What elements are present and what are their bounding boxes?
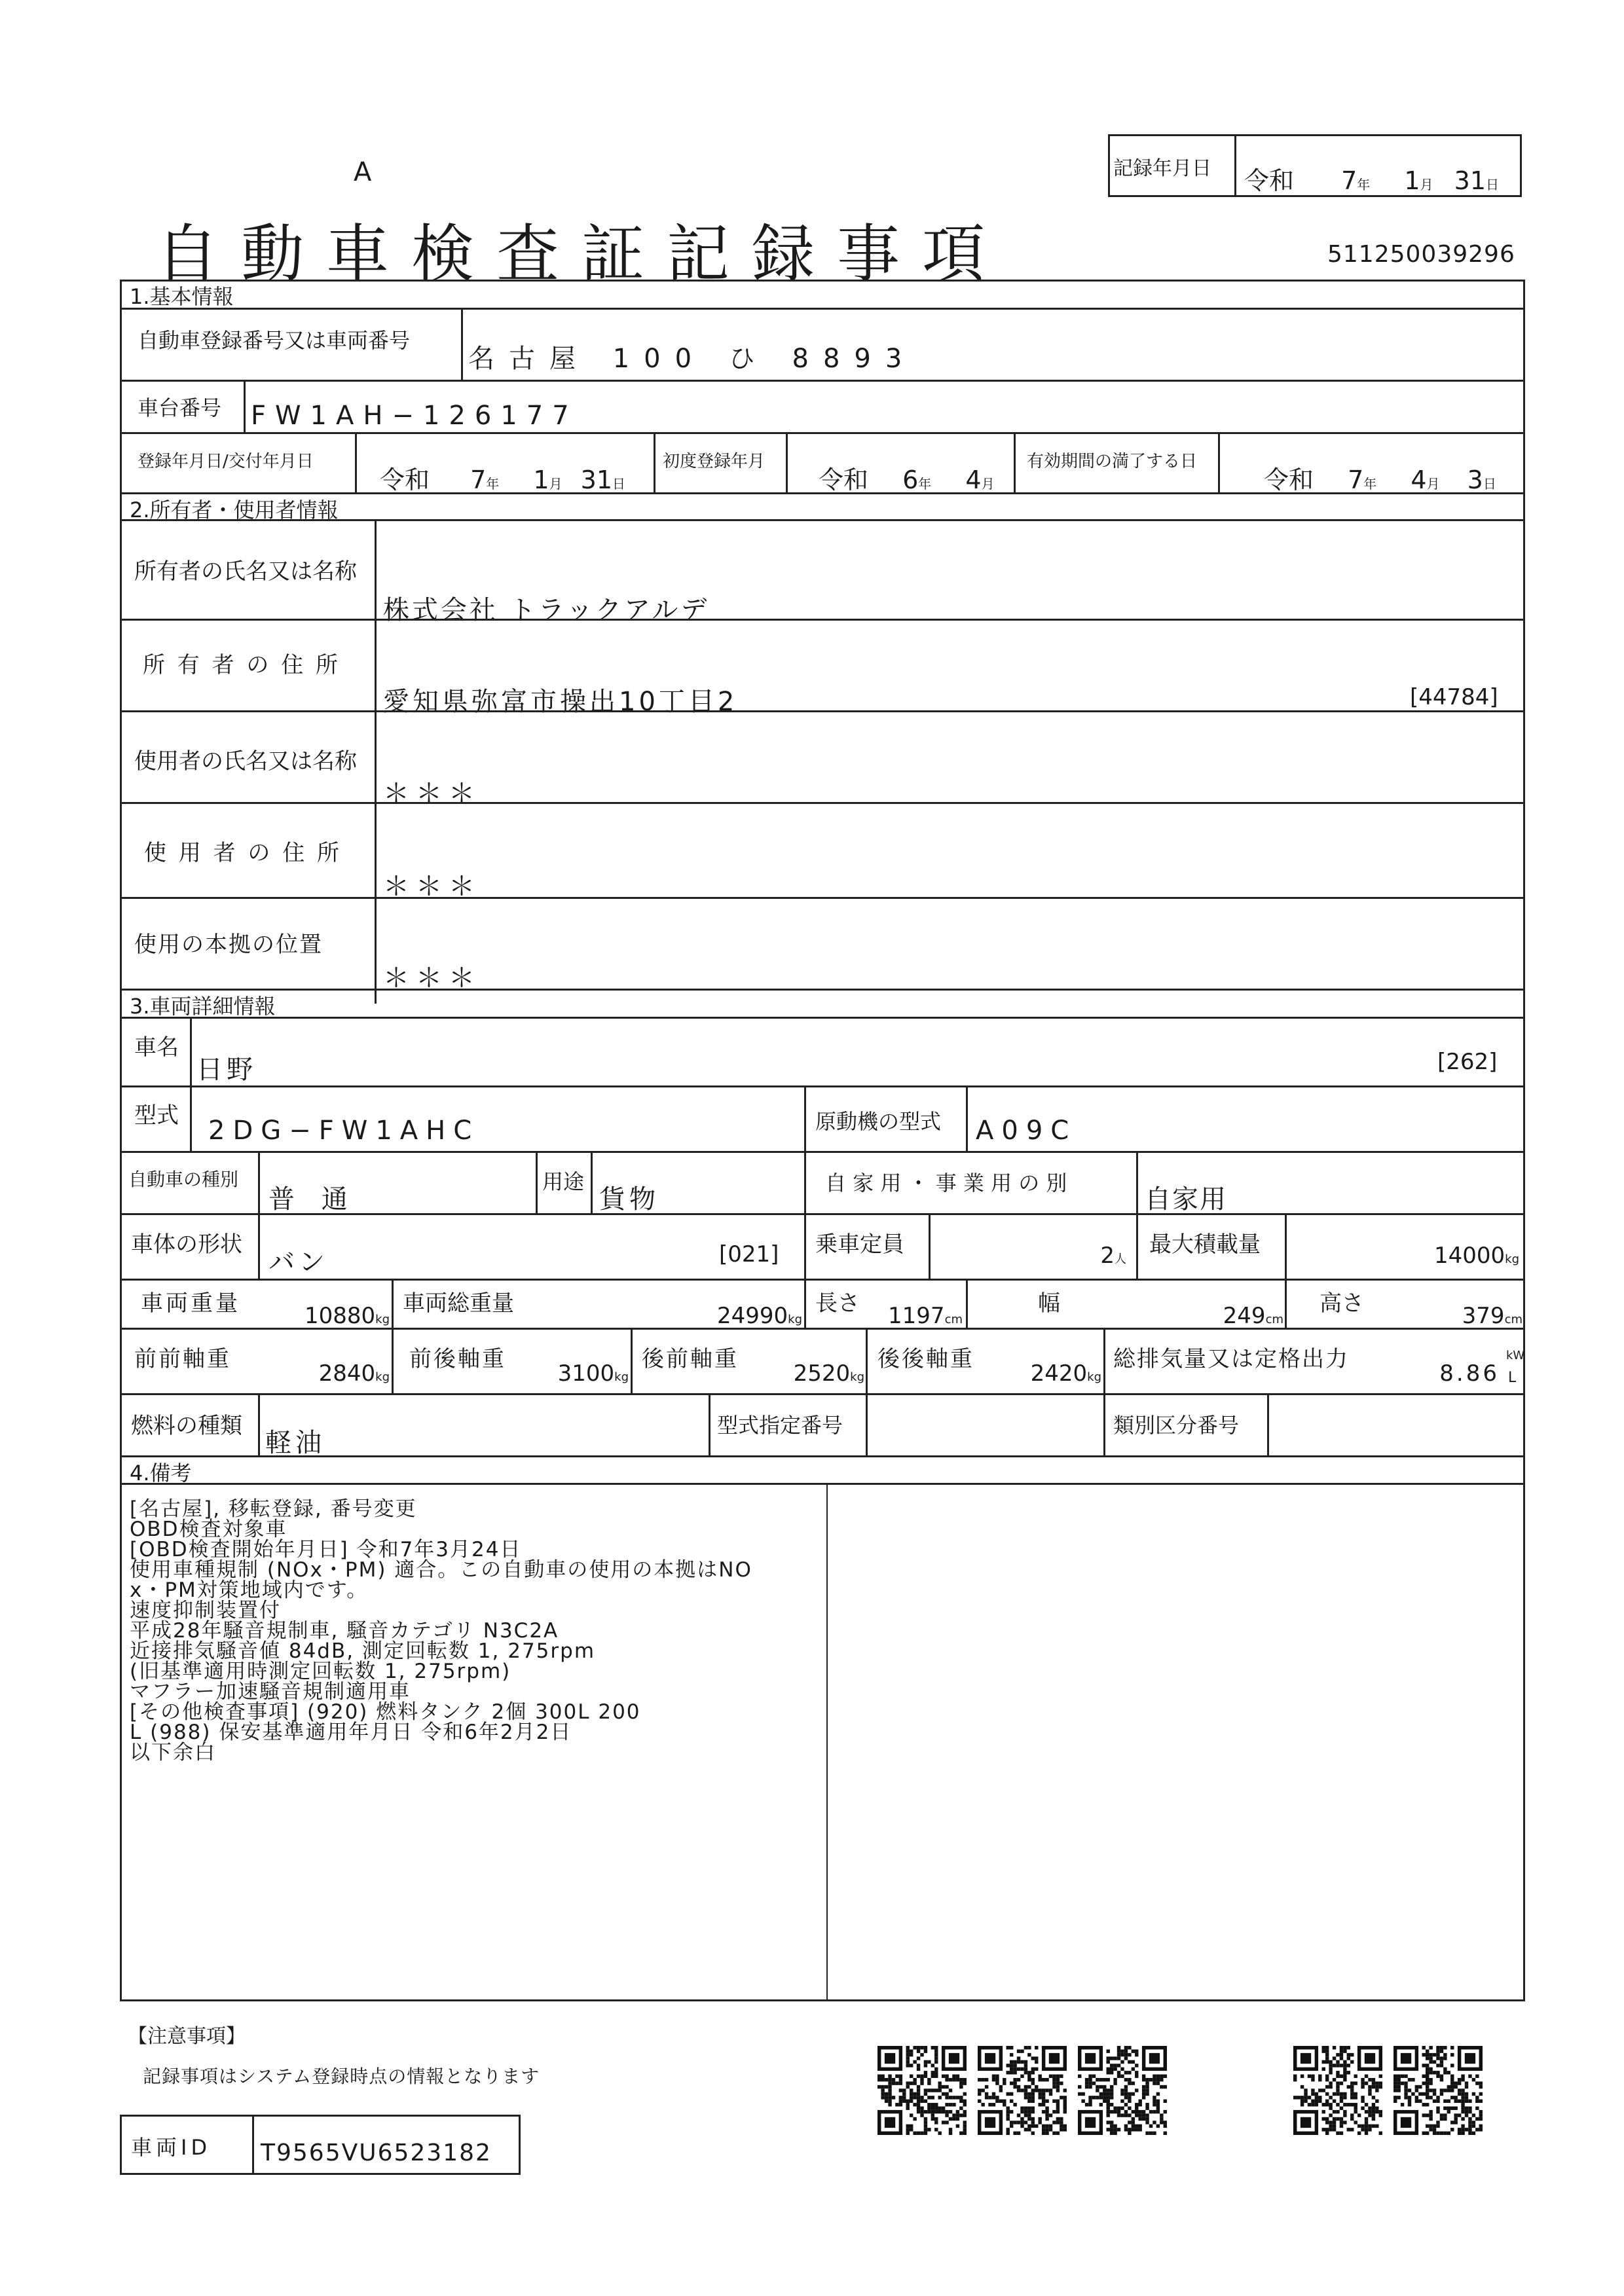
- remarks-line: [その他検査事項] (920) 燃料タンク 2個 300L 200: [130, 1700, 641, 1724]
- remarks-line: [名古屋], 移転登録, 番号変更: [130, 1497, 417, 1521]
- vehicle-kind-label: 自動車の種別: [128, 1169, 239, 1190]
- base-location-value: ＊＊＊: [383, 963, 481, 993]
- qr-code-icon: [978, 2046, 1067, 2135]
- max-load-label: 最大積載量: [1149, 1231, 1261, 1258]
- rear-front-axle-value: 2520kg: [793, 1360, 864, 1387]
- class-number-label: 類別区分番号: [1113, 1413, 1240, 1438]
- vehicle-name-value: 日野: [196, 1055, 257, 1085]
- front-front-axle-value: 2840kg: [318, 1360, 390, 1387]
- remarks-line: 平成28年騒音規制車, 騒音カテゴリ N3C2A: [130, 1619, 559, 1643]
- length-label: 長さ: [815, 1290, 860, 1317]
- remarks-line: L (988) 保安基準適用年月日 令和6年2月2日: [130, 1721, 572, 1744]
- front-rear-axle-label: 前後軸重: [409, 1346, 506, 1372]
- section1-heading: 1.基本情報: [130, 284, 234, 309]
- base-location-label: 使用の本拠の位置: [134, 932, 323, 958]
- first-reg-label: 初度登録年月: [663, 452, 766, 471]
- record-date-label: 記録年月日: [1113, 157, 1211, 180]
- width-value: 249cm: [1223, 1303, 1283, 1329]
- model-label: 型式: [134, 1102, 179, 1129]
- section2-heading: 2.所有者・使用者情報: [130, 498, 339, 522]
- notice-heading: 【注意事項】: [128, 2025, 246, 2048]
- remarks-line: x・PM対策地域内です。: [130, 1578, 369, 1602]
- remarks-line: [OBD検査開始年月日] 令和7年3月24日: [130, 1538, 522, 1561]
- rear-rear-axle-label: 後後軸重: [877, 1346, 974, 1372]
- remarks-line: 近接排気騒音値 84dB, 測定回転数 1, 275rpm: [130, 1639, 596, 1663]
- first-reg-value: 令和 6年 4月: [819, 465, 995, 494]
- owner-name-label: 所有者の氏名又は名称: [134, 558, 357, 585]
- fuel-value: 軽油: [265, 1428, 325, 1458]
- vehicle-id-value: T9565VU6523182: [261, 2140, 492, 2166]
- expiry-value: 令和 7年 4月 3日: [1264, 465, 1496, 494]
- reg-date-value: 令和 7年 1月 31日: [380, 465, 626, 494]
- front-front-axle-label: 前前軸重: [134, 1346, 231, 1372]
- engine-model-value: A09C: [976, 1116, 1077, 1146]
- remarks-line: 以下余白: [130, 1741, 216, 1764]
- business-label: 自 家 用 ・ 事 業 用 の 別: [825, 1171, 1067, 1195]
- user-address-label: 使 用 者 の 住 所: [144, 840, 342, 866]
- chassis-label: 車台番号: [138, 395, 222, 420]
- rear-rear-axle-value: 2420kg: [1030, 1360, 1101, 1387]
- body-shape-value: バン: [268, 1247, 329, 1277]
- qr-code-icon: [877, 2046, 967, 2135]
- chassis-value: FW1AH−126177: [251, 401, 578, 431]
- vehicle-kind-value: 普 通: [268, 1184, 357, 1214]
- owner-address-code: [44784]: [1410, 684, 1498, 710]
- displacement-unit-l: L: [1508, 1370, 1517, 1386]
- type-approval-label: 型式指定番号: [717, 1413, 843, 1438]
- displacement-unit-kw: kW: [1506, 1349, 1525, 1362]
- weight-label: 車両重量: [141, 1290, 240, 1317]
- capacity-label: 乗車定員: [815, 1231, 904, 1258]
- front-rear-axle-value: 3100kg: [557, 1360, 629, 1387]
- gross-weight-label: 車両総重量: [403, 1290, 514, 1317]
- section3-heading: 3.車両詳細情報: [130, 994, 276, 1019]
- remarks-line: (旧基準適用時測定回転数 1, 275rpm): [130, 1660, 511, 1683]
- reg-date-label: 登録年月日/交付年月日: [138, 452, 314, 471]
- owner-address-label: 所 有 者 の 住 所: [143, 652, 341, 678]
- user-name-value: ＊＊＊: [383, 778, 481, 809]
- document-title: 自動車検査証記録事項: [156, 217, 1007, 291]
- owner-name-value: 株式会社 トラックアルデ: [383, 595, 710, 625]
- fuel-label: 燃料の種類: [131, 1413, 242, 1439]
- model-value: 2DG−FW1AHC: [208, 1116, 480, 1146]
- reg-number-label: 自動車登録番号又は車両番号: [138, 328, 411, 353]
- engine-model-label: 原動機の型式: [815, 1109, 942, 1134]
- user-name-label: 使用者の氏名又は名称: [134, 748, 357, 774]
- length-value: 1197cm: [888, 1303, 963, 1329]
- qr-code-icon: [1293, 2046, 1382, 2135]
- notice-text: 記録事項はシステム登録時点の情報となります: [143, 2066, 540, 2087]
- remarks-line: OBD検査対象車: [130, 1518, 287, 1541]
- gross-weight-value: 24990kg: [716, 1303, 802, 1329]
- qr-code-icon: [1078, 2046, 1167, 2135]
- owner-address-value: 愛知県弥富市操出10丁目2: [383, 687, 738, 717]
- displacement-label: 総排気量又は定格出力: [1113, 1346, 1349, 1372]
- use-label: 用途: [542, 1169, 585, 1194]
- section4-heading: 4.備考: [130, 1461, 192, 1485]
- capacity-value: 2人: [1100, 1243, 1126, 1269]
- vehicle-name-code: [262]: [1437, 1049, 1498, 1075]
- business-value: 自家用: [1145, 1184, 1227, 1214]
- record-date-value: 令和 7年 1月 31日: [1244, 166, 1500, 195]
- vehicle-name-label: 車名: [134, 1034, 179, 1061]
- body-shape-code: [021]: [719, 1241, 779, 1267]
- remarks-line: マフラー加速騒音規制適用車: [130, 1680, 411, 1704]
- width-label: 幅: [1038, 1290, 1060, 1317]
- user-address-value: ＊＊＊: [383, 871, 481, 902]
- document-number: 511250039296: [1327, 241, 1515, 268]
- corner-mark: A: [354, 157, 372, 187]
- vehicle-id-label: 車両ID: [131, 2135, 212, 2160]
- remarks-line: 速度抑制装置付: [130, 1599, 281, 1622]
- reg-number-value: 名古屋 100 ひ 8893: [468, 344, 917, 374]
- remarks-line: 使用車種規制 (NOx・PM) 適合。この自動車の使用の本拠はNO: [130, 1558, 752, 1582]
- max-load-value: 14000kg: [1433, 1243, 1519, 1269]
- body-shape-label: 車体の形状: [131, 1231, 242, 1258]
- qr-code-icon: [1393, 2046, 1483, 2135]
- rear-front-axle-label: 後前軸重: [642, 1346, 739, 1372]
- height-label: 高さ: [1320, 1290, 1364, 1317]
- expiry-label: 有効期間の満了する日: [1027, 452, 1198, 471]
- height-value: 379cm: [1462, 1303, 1522, 1329]
- remarks-block: [130, 1499, 752, 1763]
- displacement-value: 8.86: [1439, 1360, 1500, 1387]
- use-value: 貨物: [599, 1184, 659, 1214]
- weight-value: 10880kg: [304, 1303, 390, 1329]
